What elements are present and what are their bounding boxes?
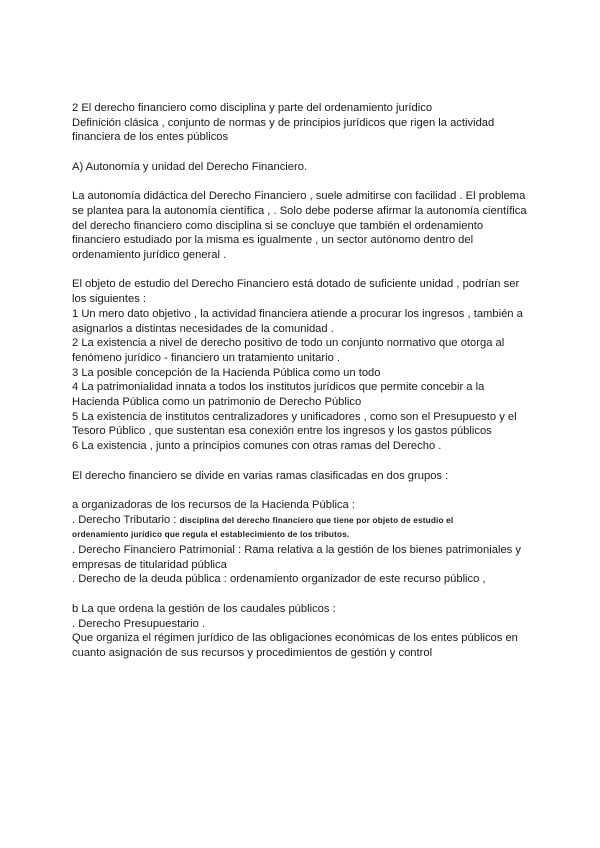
unity-line: El objeto de estudio del Derecho Financiero está dotado de suficiente unidad , podrían ser	[72, 278, 520, 291]
tributario-label: . Derecho Tributario :	[72, 513, 180, 526]
tributario-line	[72, 513, 532, 529]
presupuestario-description: Que organiza el régimen jurídico de las obligaciones económicas de los entes públicos en	[72, 632, 518, 645]
autonomy-line: financiero estudiado por la misma es igualmente , un sector autónomo dentro del	[72, 234, 474, 247]
deuda-line: . Derecho de la deuda pública : ordenamiento organizador de este recurso público ,	[72, 573, 486, 586]
unity-line: 4 La patrimonialidad innata a todos los institutos jurídicos que permite concebir a la	[72, 381, 485, 394]
unity-line: los siguientes :	[72, 293, 147, 306]
group-a-title: a organizadoras de los recursos de la Hacienda Pública :	[72, 498, 355, 511]
autonomy-line: La autonomía didáctica del Derecho Financiero , suele admitirse con facilidad . El problema	[72, 190, 526, 203]
unity-line: 5 La existencia de institutos centralizadores y unificadores , como son el Presupuesto y el	[72, 410, 517, 423]
unity-line: 6 La existencia , junto a principios comunes con otras ramas del Derecho .	[72, 440, 442, 453]
patrimonial-line: . Derecho Financiero Patrimonial : Rama relativa a la gestión de los bienes patrimoniales y	[72, 544, 521, 557]
subsection-title: A) Autonomía y unidad del Derecho Financiero.	[72, 160, 308, 173]
autonomy-line: ordenamiento jurídico general .	[72, 249, 227, 261]
autonomy-line: se plantea para la autonomía científica , . Solo debe poderse afirmar la autonomía científica	[72, 204, 527, 217]
unity-line: asignarlos a distintas necesidades de la comunidad .	[72, 322, 334, 335]
definition-line: Definición clásica , conjunto de normas y de principios jurídicos que rigen la actividad	[72, 116, 495, 129]
branches-intro: El derecho financiero se divide en varias ramas clasificadas en dos grupos :	[72, 469, 449, 482]
definition-line: financiera de los entes públicos	[72, 131, 229, 144]
patrimonial-line: empresas de titularidad pública	[72, 558, 227, 571]
unity-line: Tesoro Público , que sustentan esa conexión entre los ingresos y los gastos públicos	[72, 425, 492, 438]
unity-line: fenómeno jurídico - financiero un tratamiento unitario .	[72, 351, 341, 364]
tributario-description: disciplina del derecho financiero que tiene por objeto de estudio el	[179, 515, 454, 525]
tributario-description-cont: ordenamiento jurídico que regula el establecimiento de los tributos.	[72, 530, 350, 540]
section-heading: 2 El derecho financiero como disciplina y parte del ordenamiento jurídico	[72, 102, 433, 114]
document-page	[72, 101, 532, 661]
presupuestario-line: . Derecho Presupuestario .	[72, 617, 206, 630]
unity-line: 2 La existencia a nivel de derecho positivo de todo un conjunto normativo que otorga al	[72, 337, 505, 350]
presupuestario-description: cuanto asignación de sus recursos y procedimientos de gestión y control	[72, 646, 433, 659]
group-b-title: b La que ordena la gestión de los caudales públicos :	[72, 602, 336, 615]
unity-line: Hacienda Pública como un patrimonio de Derecho Público	[72, 396, 362, 409]
unity-line: 1 Un mero dato objetivo , la actividad financiera atiende a procurar los ingresos , también a	[72, 307, 523, 320]
unity-line: 3 La posible concepción de la Hacienda Pública como un todo	[72, 366, 381, 379]
autonomy-line: del derecho financiero como disciplina si se concluye que también el ordenamiento	[72, 219, 484, 232]
